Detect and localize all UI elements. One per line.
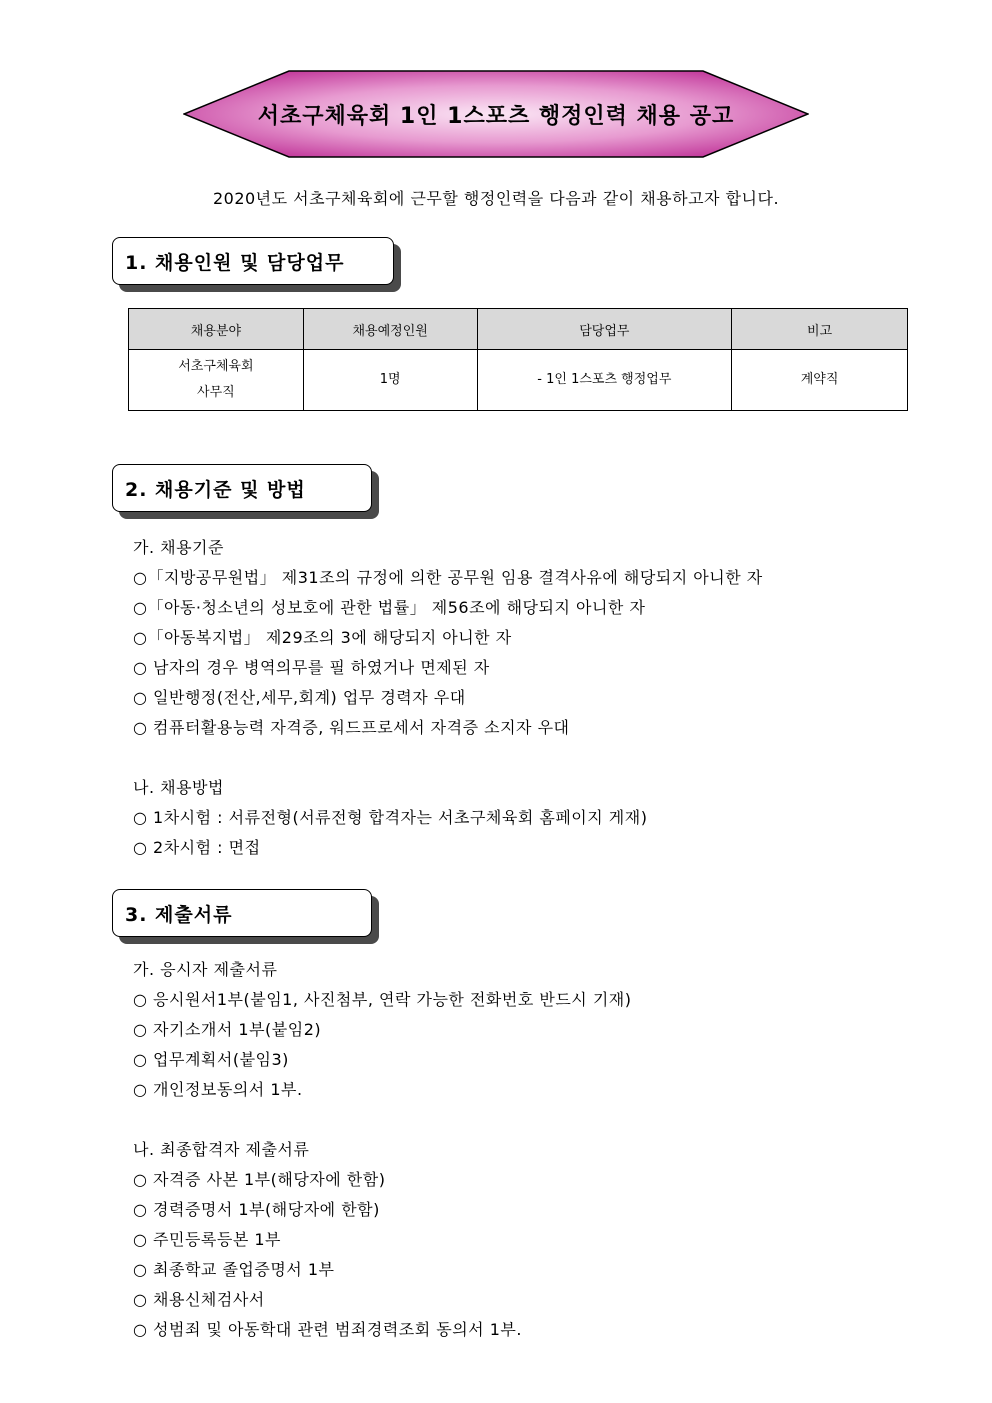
method-heading: 나. 채용방법 <box>133 778 224 797</box>
duty-cell: - 1인 1스포츠 행정업무 <box>477 350 732 411</box>
list-item: ○「아동·청소년의 성보호에 관한 법률」 제56조에 해당되지 아니한 자 <box>133 598 646 617</box>
table-header-cell: 담당업무 <box>477 309 732 350</box>
title-banner <box>183 70 809 158</box>
table-header-row <box>129 309 908 350</box>
list-item: ○「지방공무원법」 제31조의 규정에 의한 공무원 임용 결격사유에 해당되지 아니한 자 <box>133 568 763 587</box>
section3-content <box>133 955 631 1345</box>
list-item: ○ 컴퓨터활용능력 자격증, 워드프로세서 자격증 소지자 우대 <box>133 718 570 737</box>
list-item: ○ 자격증 사본 1부(해당자에 한함) <box>133 1170 386 1189</box>
list-item: ○ 최종학교 졸업증명서 1부 <box>133 1260 335 1279</box>
section2-title: 2. 채용기준 및 방법 <box>125 478 306 501</box>
list-item: ○ 개인정보동의서 1부. <box>133 1080 303 1099</box>
list-item: ○ 남자의 경우 병역의무를 필 하였거나 면제된 자 <box>133 658 490 677</box>
section2-heading-box <box>112 464 372 512</box>
list-item: ○「아동복지법」 제29조의 3에 해당되지 아니한 자 <box>133 628 512 647</box>
table-header-cell: 채용예정인원 <box>303 309 477 350</box>
list-item: ○ 일반행정(전산,세무,회계) 업무 경력자 우대 <box>133 688 466 707</box>
recruitment-table <box>128 308 908 411</box>
section1-heading-box <box>112 237 394 285</box>
table-row <box>129 350 908 411</box>
page-title: 서초구체육회 1인 1스포츠 행정인력 채용 공고 <box>257 103 735 129</box>
field-cell <box>129 350 304 411</box>
list-item: ○ 채용신체검사서 <box>133 1290 265 1309</box>
section1-title: 1. 채용인원 및 담당업무 <box>125 251 345 274</box>
field-line: 서초구체육회 <box>178 359 254 374</box>
section3-title: 3. 제출서류 <box>125 903 233 926</box>
list-item: ○ 성범죄 및 아동학대 관련 범죄경력조회 동의서 1부. <box>133 1320 522 1339</box>
field-line: 사무직 <box>197 385 235 400</box>
section3-heading-box <box>112 889 372 937</box>
note-cell: 계약직 <box>732 350 908 411</box>
intro-text: 2020년도 서초구체육회에 근무할 행정인력을 다음과 같이 채용하고자 합니다. <box>212 189 780 208</box>
list-item: ○ 경력증명서 1부(해당자에 한함) <box>133 1200 380 1219</box>
applicant-docs-heading: 가. 응시자 제출서류 <box>133 960 278 979</box>
list-item: ○ 응시원서1부(붙임1, 사진첨부, 연락 가능한 전화번호 반드시 기재) <box>133 990 632 1009</box>
list-item: ○ 자기소개서 1부(붙임2) <box>133 1020 322 1039</box>
section2-content <box>133 533 763 863</box>
list-item: ○ 주민등록등본 1부 <box>133 1230 282 1249</box>
table-header-cell: 비고 <box>732 309 908 350</box>
count-cell: 1명 <box>303 350 477 411</box>
list-item: ○ 1차시험 : 서류전형(서류전형 합격자는 서초구체육회 홈페이지 게재) <box>133 808 648 827</box>
final-docs-heading: 나. 최종합격자 제출서류 <box>133 1140 310 1159</box>
criteria-heading: 가. 채용기준 <box>133 538 224 557</box>
list-item: ○ 업무계획서(붙임3) <box>133 1050 289 1069</box>
table-header-cell: 채용분야 <box>129 309 304 350</box>
list-item: ○ 2차시험 : 면접 <box>133 838 261 857</box>
